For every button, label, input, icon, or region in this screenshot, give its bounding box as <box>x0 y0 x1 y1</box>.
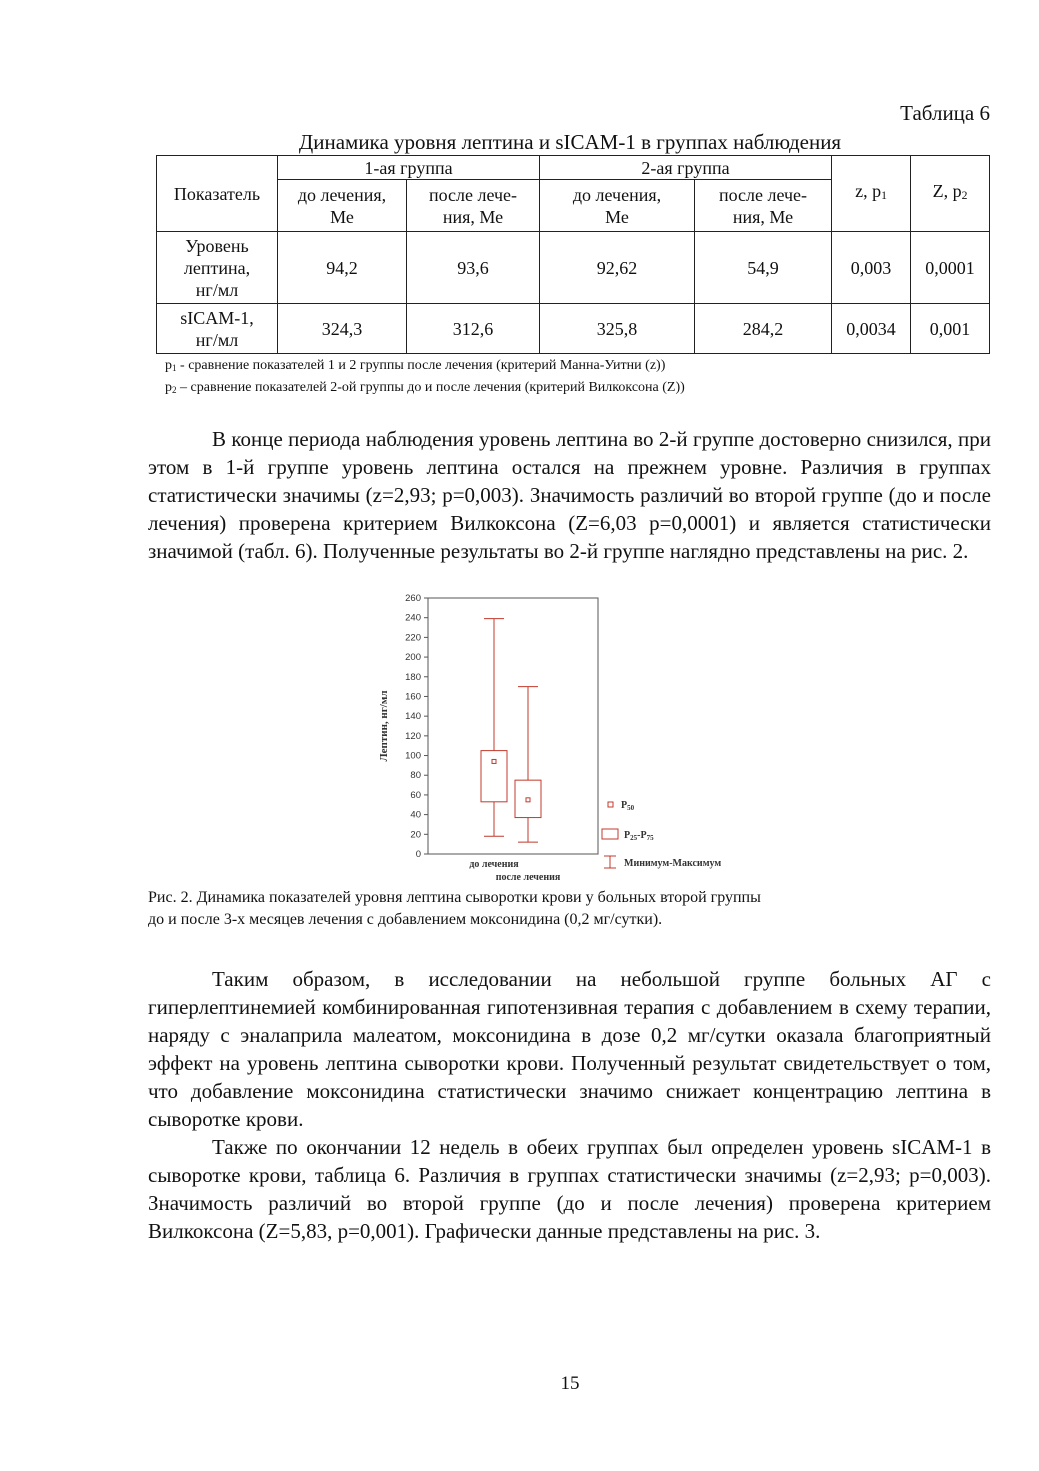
y-tick-label: 200 <box>405 652 421 664</box>
y-tick-label: 60 <box>410 789 421 801</box>
figure-caption: Рис. 2. Динамика показателей уровня лептина сыворотки крови у больных второй группы до и после 3-х месяцев лечения с добавлением моксонидина (0,2 мг/сутки). <box>148 889 761 928</box>
leptin-boxplot <box>370 588 790 893</box>
table-row <box>157 304 990 354</box>
paragraph-2 <box>148 965 991 1245</box>
note-p2: $p_2$ – сравнение показателей 2-ой группы до и после лечения (критерий Вилкоксона (Z)) <box>165 380 685 395</box>
header-g1-before: до лечения, Ме <box>278 180 407 232</box>
median-marker <box>492 759 496 763</box>
y-tick-label: 0 <box>415 849 421 860</box>
y-tick-label: 220 <box>405 632 421 644</box>
results-table <box>156 155 990 354</box>
page-number: 15 <box>560 1373 580 1394</box>
table-cell: 54,9 <box>695 232 832 304</box>
table-cell: 94,2 <box>278 232 407 304</box>
table-notes <box>165 356 685 400</box>
table-cell: 325,8 <box>540 304 695 354</box>
table-number: Таблица 6 <box>900 101 990 125</box>
plot-frame <box>428 598 598 854</box>
header-z-p1: z, $p_1$ <box>832 156 911 232</box>
table-cell: 312,6 <box>407 304 540 354</box>
paragraph-1: В конце периода наблюдения уровень лептина во 2-й группе достоверно снизился, при этом в 1-й группе уровень лептина остался на прежнем уровне. Различия в группах статистически значимы (z=2,93; p=0,003). Значимость различий во второй группе (до и после лечения) проверена критерием Вилкоксона (Z=6,03 p=0,0001) и является статистически значимой (табл. 6). Полученные результаты во 2-й группе наглядно представлены на рис. 2. <box>148 427 991 563</box>
legend-iqr-label: $P_{25}-P_{75}$ <box>624 830 654 842</box>
table-cell: 0,0001 <box>911 232 990 304</box>
x-tick-label: после лечения <box>495 872 561 883</box>
legend-range-label: Минимум-Максимум <box>624 858 722 869</box>
y-tick-label: 260 <box>405 593 421 604</box>
legend-iqr-icon <box>602 829 618 839</box>
table-cell: 0,003 <box>832 232 911 304</box>
y-tick-label: 100 <box>405 750 421 762</box>
header-g2-before: до лечения, Ме <box>540 180 695 232</box>
header-indicator: Показатель <box>157 156 278 232</box>
row-label: sICAM-1, нг/мл <box>157 304 278 354</box>
legend-median-label: $P_{50}$ <box>621 800 635 812</box>
row-label: Уровень лептина, нг/мл <box>157 232 278 304</box>
header-g2-after: после лече- ния, Ме <box>695 180 832 232</box>
y-tick-label: 80 <box>410 770 421 782</box>
table-cell: 0,001 <box>911 304 990 354</box>
y-tick-label: 120 <box>405 730 421 742</box>
legend-median-icon <box>608 802 613 807</box>
chart-svg <box>370 588 790 888</box>
x-tick-label: до лечения <box>469 859 519 870</box>
y-tick-label: 180 <box>405 671 421 683</box>
y-axis-label: Лептин, нг/мл <box>378 690 390 762</box>
header-Z-p2: Z, $p_2$ <box>911 156 990 232</box>
table-cell: 92,62 <box>540 232 695 304</box>
table-row <box>157 232 990 304</box>
table-cell: 93,6 <box>407 232 540 304</box>
table-cell: 284,2 <box>695 304 832 354</box>
y-tick-label: 160 <box>405 691 421 703</box>
y-tick-label: 240 <box>405 612 421 624</box>
y-tick-label: 140 <box>405 711 421 723</box>
table-cell: 324,3 <box>278 304 407 354</box>
iqr-box <box>481 751 507 802</box>
paragraph-2-text: Таким образом, в исследовании на небольшой группе больных АГ с гиперлептинемией комбинированная гипотензивная терапия с добавлением в схему терапии, наряду с эналаприла малеатом, моксонидина в дозе 0,2 мг/сутки оказала благоприятный эффект на уровень лептина сыворотки крови. Полученный результат свидетельствует о том, что добавление моксонидина статистически значимо снижает концентрацию лептина в сыворотке крови. <box>148 967 991 1131</box>
header-g1-after: после лече- ния, Ме <box>407 180 540 232</box>
paragraph-3-text: Также по окончании 12 недель в обеих группах был определен уровень sICAM-1 в сыворотке крови, таблица 6. Различия в группах статистически значимы (z=2,93; p=0,003). Значимость различий во второй группе (до и после лечения) проверена критерием Вилкоксона (Z=5,83, p=0,001). Графически данные представлены на рис. 3. <box>148 1135 991 1243</box>
table-cell: 0,0034 <box>832 304 911 354</box>
y-tick-label: 40 <box>410 809 421 821</box>
header-group1: 1-ая группа <box>278 156 540 180</box>
median-marker <box>526 798 530 802</box>
header-group2: 2-ая группа <box>540 156 832 180</box>
y-tick-label: 20 <box>410 829 421 841</box>
table-title: Динамика уровня лептина и sICAM-1 в группах наблюдения <box>298 130 842 154</box>
note-p1: $p_1$ - сравнение показателей 1 и 2 группы после лечения (критерий Манна-Уитни (z)) <box>165 358 666 373</box>
